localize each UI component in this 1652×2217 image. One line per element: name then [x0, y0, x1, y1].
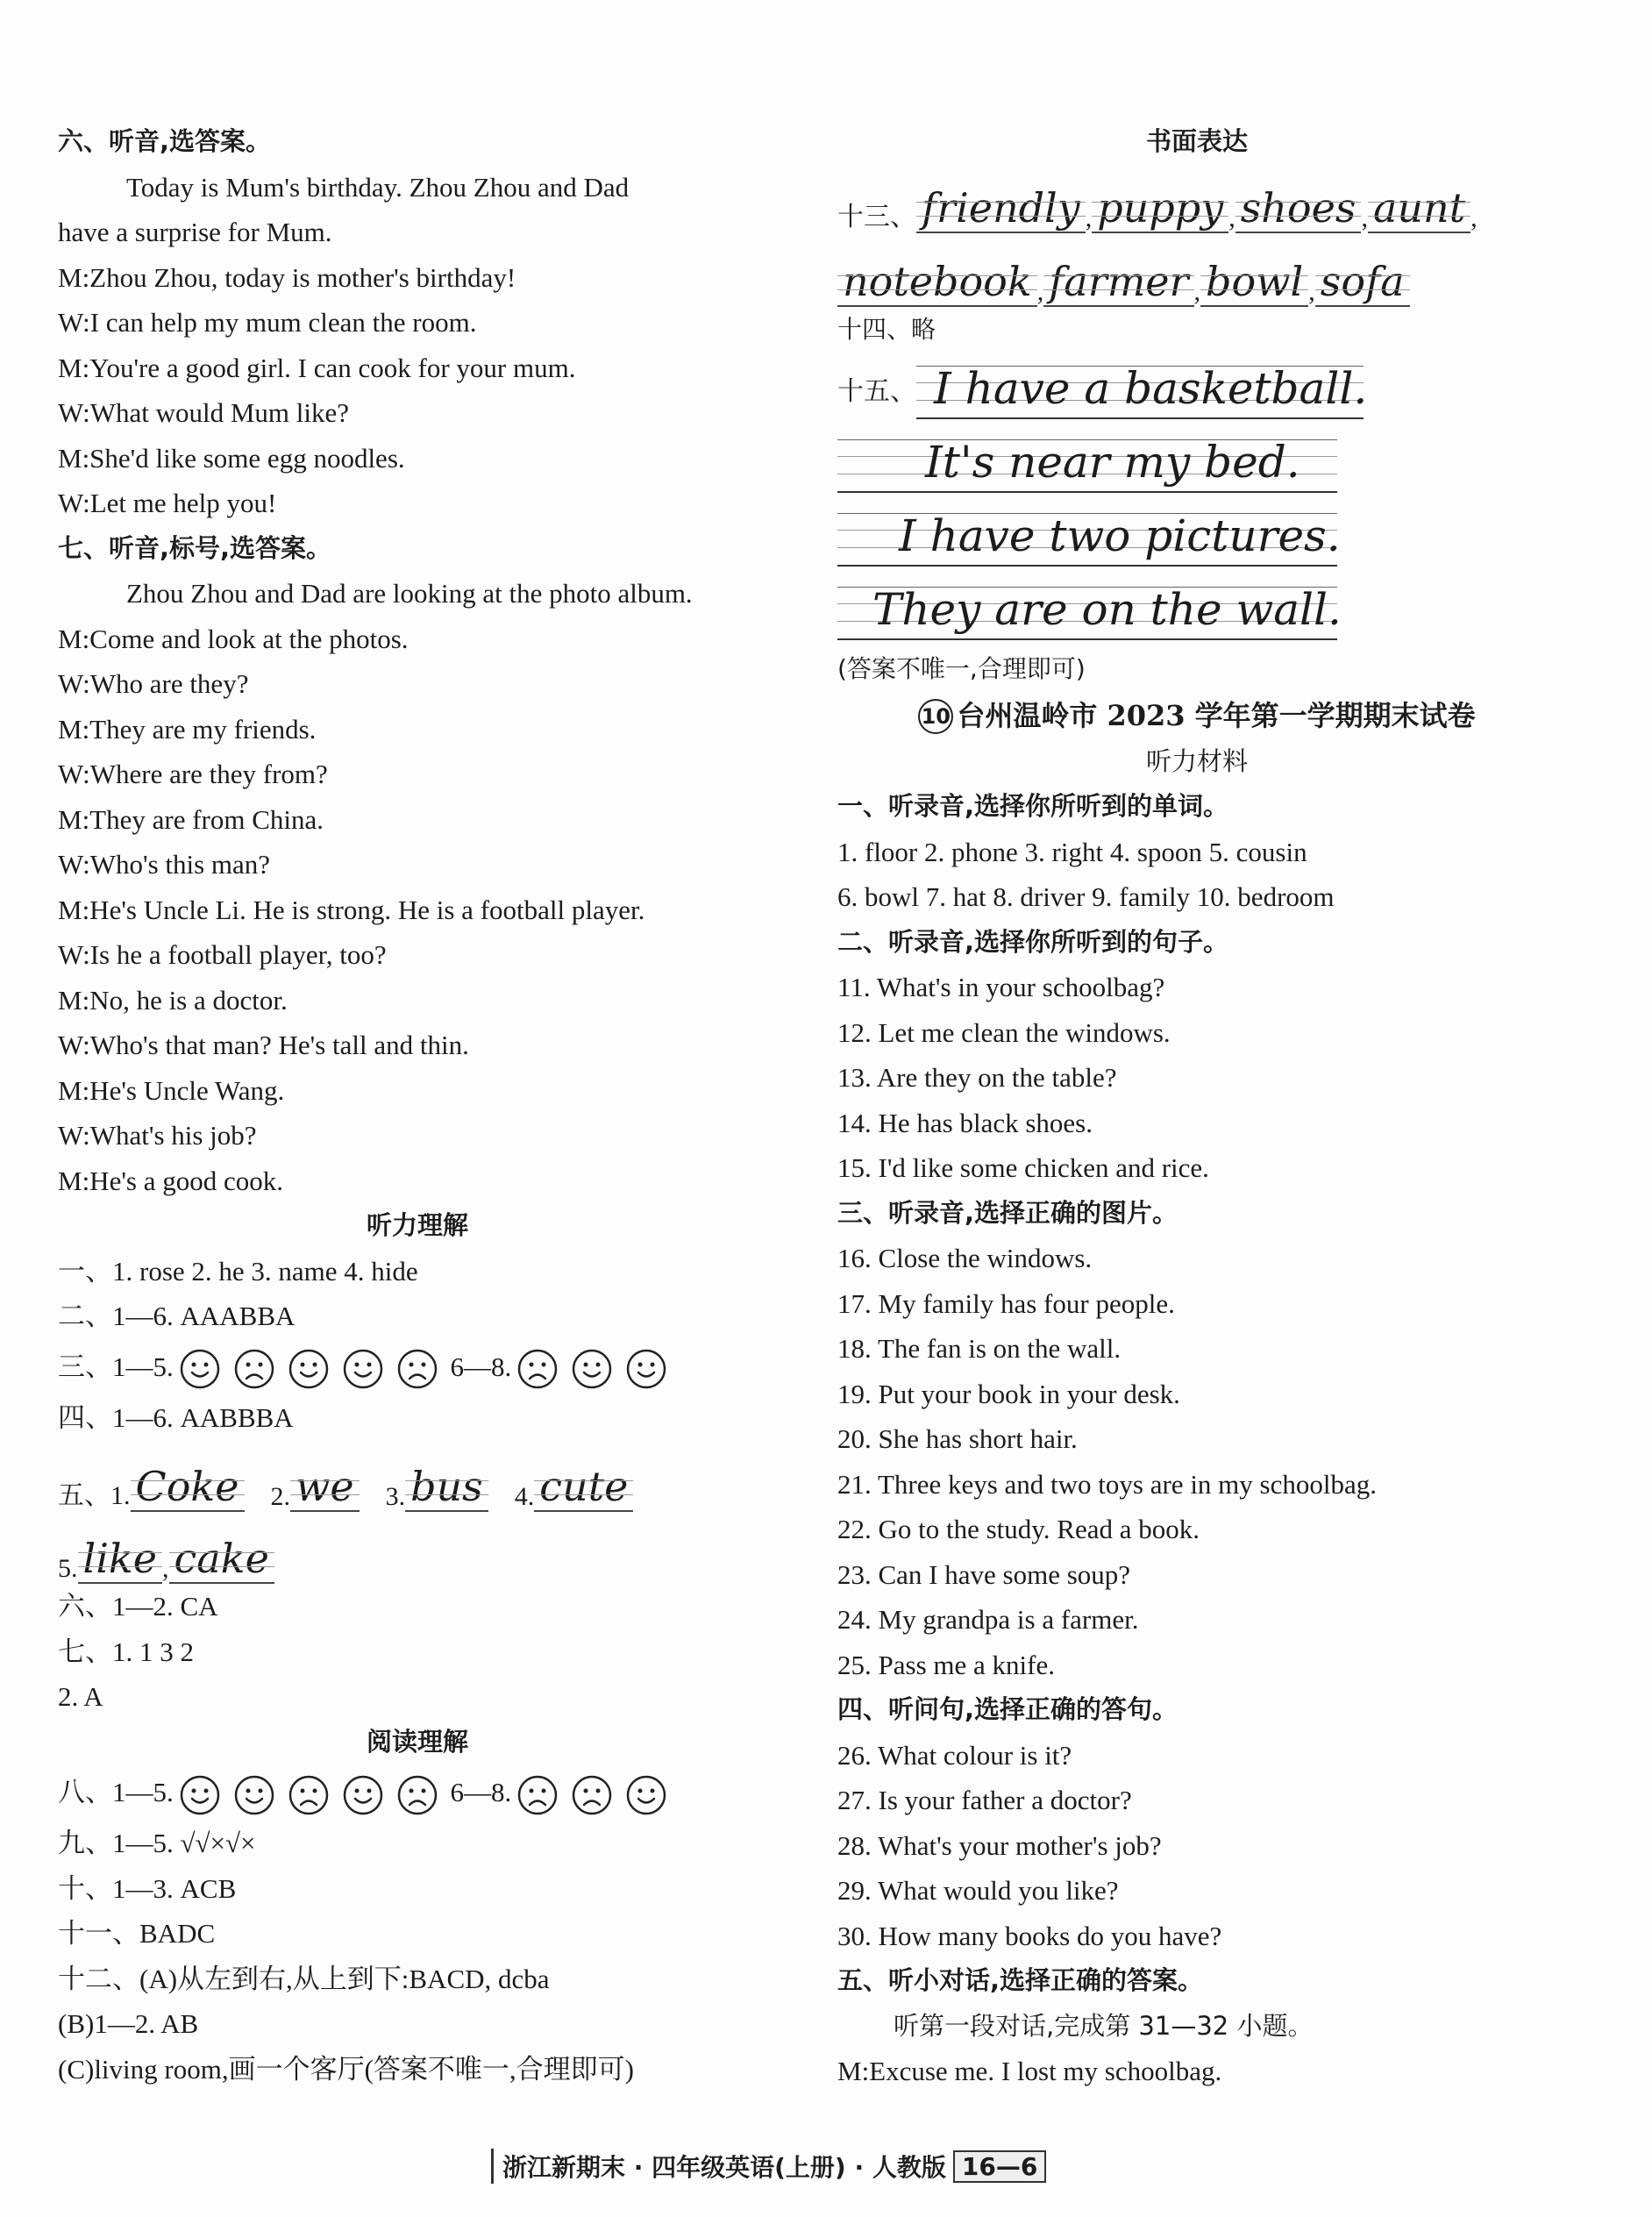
q5-line: M:Excuse me. I lost my schoolbag. [837, 2056, 1222, 2086]
handwritten-sentence: I have two pictures. [837, 499, 1337, 573]
materials-heading: 听力材料 [1145, 745, 1248, 776]
handwritten-word: cute [534, 1463, 633, 1512]
q4-title: 四、听问句,选择正确的答句。 [837, 1694, 1178, 1724]
handwritten-sentence: It's near my bed. [837, 425, 1337, 499]
section-7-title: 七、听音,标号,选答案。 [58, 532, 332, 563]
smiling-face-icon [342, 1774, 384, 1816]
reading-heading: 阅读理解 [366, 1726, 468, 1757]
dialogue-line: M:You're a good girl. I can cook for your mum. [58, 352, 576, 383]
handwritten-word: Coke [131, 1463, 245, 1512]
answer-12c: (C)living room,画一个客厅(答案不唯一,合理即可) [58, 2053, 634, 2085]
page-footer [491, 2149, 1046, 2184]
answer-14: 十四、略 [837, 314, 936, 344]
q1-line-1: 1. floor 2. phone 3. right 4. spoon 5. cousin [837, 836, 1307, 867]
question-line: 14. He has black shoes. [837, 1107, 1093, 1138]
dialogue-line: M:They are my friends. [58, 713, 317, 745]
q5-intro: 听第一段对话,完成第 31—32 小题。 [894, 2010, 1314, 2041]
answer-13-row-2: notebook , farmer , bowl , sofa [837, 233, 1556, 307]
question-line: 24. My grandpa is a farmer. [837, 1604, 1139, 1635]
answer-3-mid: 6—8. [450, 1351, 512, 1382]
answer-7-2: 2. A [58, 1681, 103, 1712]
dialogue-line: W:Who's that man? He's tall and thin. [58, 1030, 469, 1060]
dialogue-line: M:She'd like some egg noodles. [58, 442, 405, 474]
question-line: 19. Put your book in your desk. [837, 1378, 1180, 1409]
left-column [58, 119, 777, 2092]
q1-line-2: 6. bowl 7. hat 8. driver 9. family 10. bedroom [837, 881, 1335, 912]
dialogue-line: M:Come and look at the photos. [58, 623, 409, 654]
dialogue-line: W:Who are they? [58, 668, 249, 699]
sad-face-icon [233, 1348, 275, 1390]
question-line: 29. What would you like? [837, 1875, 1119, 1906]
answer-12a: 十二、(A)从左到右,从上到下:BACD, dcba [58, 1963, 550, 1994]
q5-title: 五、听小对话,选择正确的答案。 [837, 1965, 1204, 1995]
handwritten-word: puppy [1092, 184, 1228, 233]
q1-title: 一、听录音,选择你所听到的单词。 [837, 791, 1229, 821]
answer-15-note: (答案不唯一,合理即可) [837, 654, 1086, 683]
smiling-face-icon [625, 1348, 667, 1390]
handwritten-sentence: They are on the wall. [837, 573, 1337, 646]
item-number: 4. [514, 1482, 535, 1511]
answer-5-row-2: 5. like , cake [58, 1512, 777, 1584]
question-line: 25. Pass me a knife. [837, 1649, 1055, 1680]
question-line: 11. What's in your schoolbag? [837, 972, 1165, 1002]
sad-face-icon [396, 1348, 438, 1390]
answer-5-row-1 [58, 1440, 777, 1512]
handwritten-word: bus [405, 1463, 488, 1512]
answer-7-1: 七、1. 1 3 2 [58, 1636, 194, 1667]
dialogue-line: M:Zhou Zhou, today is mother's birthday! [58, 261, 516, 293]
smiling-face-icon [179, 1348, 221, 1390]
dialogue-line: W:Where are they from? [58, 759, 328, 789]
sad-face-icon [516, 1774, 559, 1816]
handwritten-word: shoes [1235, 184, 1362, 233]
item-number: 3. [385, 1482, 406, 1511]
item-number: 5. [58, 1554, 78, 1583]
right-column [837, 119, 1556, 2094]
handwritten-word: like [78, 1535, 163, 1584]
question-line: 16. Close the windows. [837, 1243, 1093, 1273]
listening-heading: 听力理解 [366, 1210, 468, 1240]
question-line: 27. Is your father a doctor? [837, 1785, 1132, 1815]
question-line: 22. Go to the study. Read a book. [837, 1514, 1200, 1544]
sad-face-icon [571, 1774, 613, 1816]
page-number: 16—6 [953, 2150, 1046, 2183]
question-line: 28. What's your mother's job? [837, 1829, 1162, 1861]
answer-3-prefix: 三、1—5. [58, 1351, 174, 1382]
exam-title [837, 692, 1556, 739]
dialogue-line: M:He's a good cook. [58, 1165, 283, 1196]
answer-9: 九、1—5. √√×√× [58, 1828, 256, 1858]
s6-intro-1: Today is Mum's birthday. Zhou Zhou and Dad [126, 171, 630, 203]
question-line: 30. How many books do you have? [837, 1920, 1222, 1951]
answer-12b: (B)1—2. AB [58, 2008, 199, 2039]
dialogue-line: M:He's Uncle Li. He is strong. He is a football player. [58, 894, 645, 925]
smiling-face-icon [179, 1774, 221, 1816]
face-group [179, 1348, 438, 1390]
answer-1: 一、1. rose 2. he 3. name 4. hide [58, 1255, 418, 1287]
dialogue-line: W:What's his job? [58, 1120, 257, 1151]
answer-5-prefix: 五、1. [58, 1481, 131, 1510]
exam-number-badge: 10 [918, 699, 953, 734]
answer-13-row-1: 十三、 friendly , puppy , shoes , aunt , [837, 183, 1478, 232]
smiling-face-icon [288, 1348, 330, 1390]
q3-title: 三、听录音,选择正确的图片。 [837, 1197, 1178, 1228]
answer-6: 六、1—2. CA [58, 1591, 218, 1622]
exam-title-text: 台州温岭市 2023 学年第一学期期末试卷 [957, 698, 1476, 732]
face-group [516, 1348, 667, 1390]
dialogue-line: M:No, he is a doctor. [58, 984, 288, 1016]
question-line: 21. Three keys and two toys are in my schoolbag. [837, 1468, 1377, 1500]
dialogue-line: W:Is he a football player, too? [58, 939, 387, 970]
answer-8-mid: 6—8. [450, 1777, 512, 1807]
answer-3 [58, 1339, 777, 1395]
item-number: 2. [270, 1482, 290, 1511]
writing-heading: 书面表达 [1145, 126, 1248, 156]
face-group [516, 1774, 667, 1816]
smiling-face-icon [571, 1348, 613, 1390]
handwritten-word: sofa [1315, 258, 1410, 307]
question-line: 20. She has short hair. [837, 1423, 1078, 1454]
handwritten-word: friendly [916, 184, 1086, 233]
answer-2: 二、1—6. AAABBA [58, 1301, 296, 1331]
smiling-face-icon [342, 1348, 384, 1390]
question-line: 18. The fan is on the wall. [837, 1333, 1122, 1364]
answer-15-first [837, 352, 1556, 425]
question-line: 17. My family has four people. [837, 1287, 1175, 1319]
dialogue-line: W:Who's this man? [58, 849, 271, 880]
handwritten-word: cake [169, 1535, 274, 1584]
smiling-face-icon [233, 1774, 275, 1816]
answer-13-prefix: 十三、 [837, 201, 916, 232]
question-line: 23. Can I have some soup? [837, 1558, 1131, 1590]
dialogue-line: M:They are from China. [58, 803, 324, 835]
answer-4: 四、1—6. AABBBA [58, 1401, 294, 1433]
dialogue-line: W:What would Mum like? [58, 397, 350, 428]
dialogue-line: M:He's Uncle Wang. [58, 1074, 285, 1106]
s7-intro: Zhou Zhou and Dad are looking at the photo album. [126, 578, 693, 609]
face-group [179, 1774, 438, 1816]
footer-title: 浙江新期末 · 四年级英语(上册) · 人教版 [502, 2153, 946, 2182]
s6-intro-2: have a surprise for Mum. [58, 217, 332, 247]
sad-face-icon [396, 1774, 438, 1816]
dialogue-line: W:I can help my mum clean the room. [58, 307, 477, 338]
answer-15-prefix: 十五、 [837, 376, 916, 407]
smiling-face-icon [625, 1774, 667, 1816]
answer-11: 十一、BADC [58, 1918, 216, 1949]
section-6-title: 六、听音,选答案。 [58, 126, 272, 156]
question-line: 13. Are they on the table? [837, 1062, 1117, 1093]
question-line: 12. Let me clean the windows. [837, 1016, 1171, 1048]
handwritten-sentence: I have a basketball. [916, 352, 1364, 425]
sad-face-icon [288, 1774, 330, 1816]
answer-10: 十、1—3. ACB [58, 1872, 237, 1904]
sad-face-icon [516, 1348, 559, 1390]
q2-title: 二、听录音,选择你所听到的句子。 [837, 926, 1229, 957]
question-line: 26. What colour is it? [837, 1739, 1072, 1771]
handwritten-word: notebook [837, 258, 1037, 307]
question-line: 15. I'd like some chicken and rice. [837, 1152, 1209, 1183]
answer-8 [58, 1764, 777, 1821]
answer-8-prefix: 八、1—5. [58, 1777, 174, 1807]
handwritten-word: aunt [1368, 184, 1470, 233]
handwritten-word: farmer [1043, 258, 1193, 307]
dialogue-line: W:Let me help you! [58, 488, 277, 518]
handwritten-word: bowl [1200, 258, 1308, 307]
handwritten-word: we [290, 1463, 360, 1512]
